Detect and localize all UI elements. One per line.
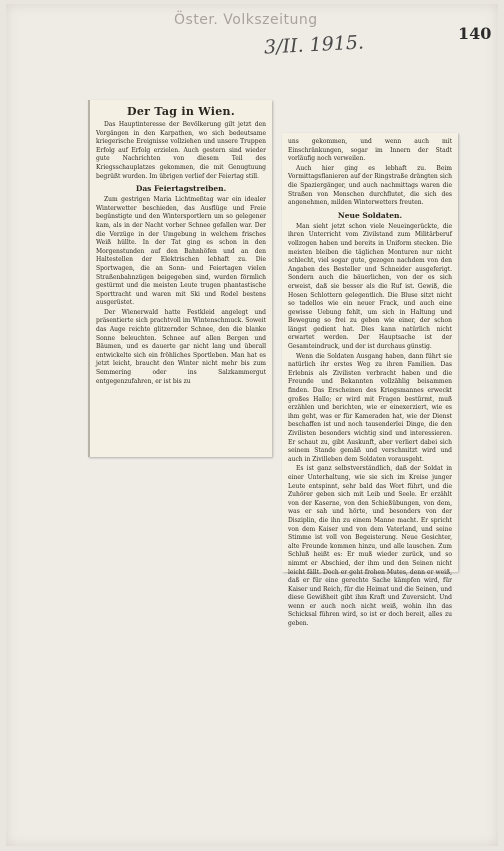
article-intro: Das Hauptinteresse der Bevölkerung gilt jetzt den Vorgängen in den Karpathen, wo sich bedeutsame kriegerische Ereignisse vollziehen und unsere Truppen Erfolg auf Erfolg erzielen. Auch gestern sind wieder gute Nachrichten von diesem Teil des Kriegsschauplatzes gekommen, die mit Genugtuung begrüßt wurden. Im übrigen verlief der Feiertag still. [96, 121, 266, 180]
article-title: Der Tag in Wien. [127, 105, 235, 118]
archive-stamp: Öster. Volkszeitung [174, 12, 318, 28]
article-continuation: uns gekommen, und wenn auch mit Einschränkungen, sogar im Innern der Stadt vorläufig noch verweilen. [288, 138, 452, 163]
page-number: 140 [458, 24, 492, 43]
article-subtitle: Das Feiertagstreiben. [135, 184, 227, 194]
article-paragraph: Der Wienerwald hatte Festkleid angelegt und präsentierte sich prachtvoll im Wintenschmuck. Soweit das Auge reichte glitzernder Schnee, den die blanke Sonne beleuchten. Schnee auf allen Bergen und Bäumen, und es dauerte gar nicht lang und überall entwickelte sich ein fröhliches Sportleben. Man hat es jetzt leicht, braucht den Winter nicht mehr bis zum Semmering oder ins Salzkammergut entgegenzufahren, er ist bis zu [96, 308, 266, 385]
article-subtitle: Neue Soldaten. [337, 210, 403, 220]
handwritten-date: 3/II. 1915. [263, 31, 365, 59]
clipping-der-tag-in-wien [88, 100, 272, 457]
clipping-neue-soldaten [282, 133, 458, 628]
article-paragraph: Man sieht jetzt schon viele Neueingerückte, die ihren Unterricht vom Zivilstand zum Militärberuf vollzogen haben und bereits in Uniform stecken. Die meisten bleiben die täglichen Monturen nur nicht schlecht, viel sogar gute, gezogen nachdem von den Angaben des Besteller und Schneider ausgeferigt. Sondern auch die bäuerlichen, von der es sich erweist, daß sie besser als die Ruf ist. Gewiß, die Hosen Schlottern gelegentlich. Die Bluse sitzt nicht so tadellos wie ein neuer Frack, und auch eine gewisse Uebung fehlt, um sich in Haltung und Bewegung so frei zu geben wie einer, der schon längst gedient hat. Dies kann natürlich nicht erwartet werden. Der Hauptsache ist der Gesamteindruck, und der ist durchaus günstig. [288, 222, 452, 351]
article-paragraph: Es ist ganz selbstverständlich, daß der Soldat in einer Unterhaltung, wie sie sich im Kreise junger Leute entspinnt, sehr bald das Wort führt, und die Zuhörer geben sich mit Leib und Seele. Er erzählt von der Kaserne, von den Schießübungen, von dem, was er sah und hörte, und besonders von der Disziplin, die ihn zu einem Manne macht. Er spricht von dem Kaiser und von dem Vaterland, und seine Stimme ist voll von Begeisterung. Neue Gesichter, alte Freunde kommen hinzu, und alle lauschen. Zum Schluß heißt es: Er muß wieder zurück, und so nimmt er Abschied, der ihm und den Seinen nicht leicht fällt. Doch er geht frohen Mutes, denn er weiß, daß er für eine gerechte Sache kämpfen wird, für Kaiser und Reich, für die Heimat und die Seinen, und diese Gewißheit gibt ihm Kraft und Zuversicht. Und wenn er auch noch nicht weiß, wohin ihn das Schicksal führen wird, so ist er doch bereit, alles zu geben. [288, 465, 452, 628]
article-paragraph: Auch hier ging es lebhaft zu. Beim Vormittagsflanieren auf der Ringstraße drängten sich die Spaziergänger, und auch nachmittags waren die Straßen von Menschen durchflutet, die sich des angenehmen, milden Winterwetters freuten. [288, 164, 452, 207]
article-paragraph: Zum gestrigen Maria Lichtmeßtag war ein idealer Winterwetter beschieden, das Ausflüge und Freie begünstigte und den Wintersportlern um so gelegener kam, als in der Nacht vorher Schnee gefallen war. Der die Verzüge in der Umgebung in welchem frisches Weiß hüllte. In der Tat ging es schon in den Morgenstunden auf den Bahnhöfen und an den Haltestellen der Elektrischen lebhaft zu. Die Sportwagen, die an Sonn- und Feiertagen vielen Straßenbahnzügen beigegeben sind, wurden förmlich gestürmt und die meisten Leute trugen phantastische Sporttracht und waren mit Ski und Rodel bestens ausgerüstet. [96, 196, 266, 307]
article-paragraph: Wenn die Soldaten Ausgang haben, dann führt sie natürlich ihr erstes Weg zu ihren Familien. Das Erlebnis als Zivilisten verbracht haben und die Freunde und Bekannten vollzählig beisammen finden. Das Erscheinen des Kriegsmannes erweckt großes Hallo; er wird mit Fragen bestürmt, muß erzählen und berichten, wie er einexerziert, wie es ihm geht, was er für Kameraden hat, wie der Dienst beschaffen ist und noch tausenderlei Dinge, die den Zivilisten besonders wichtig sind und interessieren. Er schaut zu, gibt Auskunft, aber verliert dabei sich seinem Stande gemäß und verschmitzt wird und auch in Zivilleben dem Soldaten vorausgeht. [288, 352, 452, 463]
